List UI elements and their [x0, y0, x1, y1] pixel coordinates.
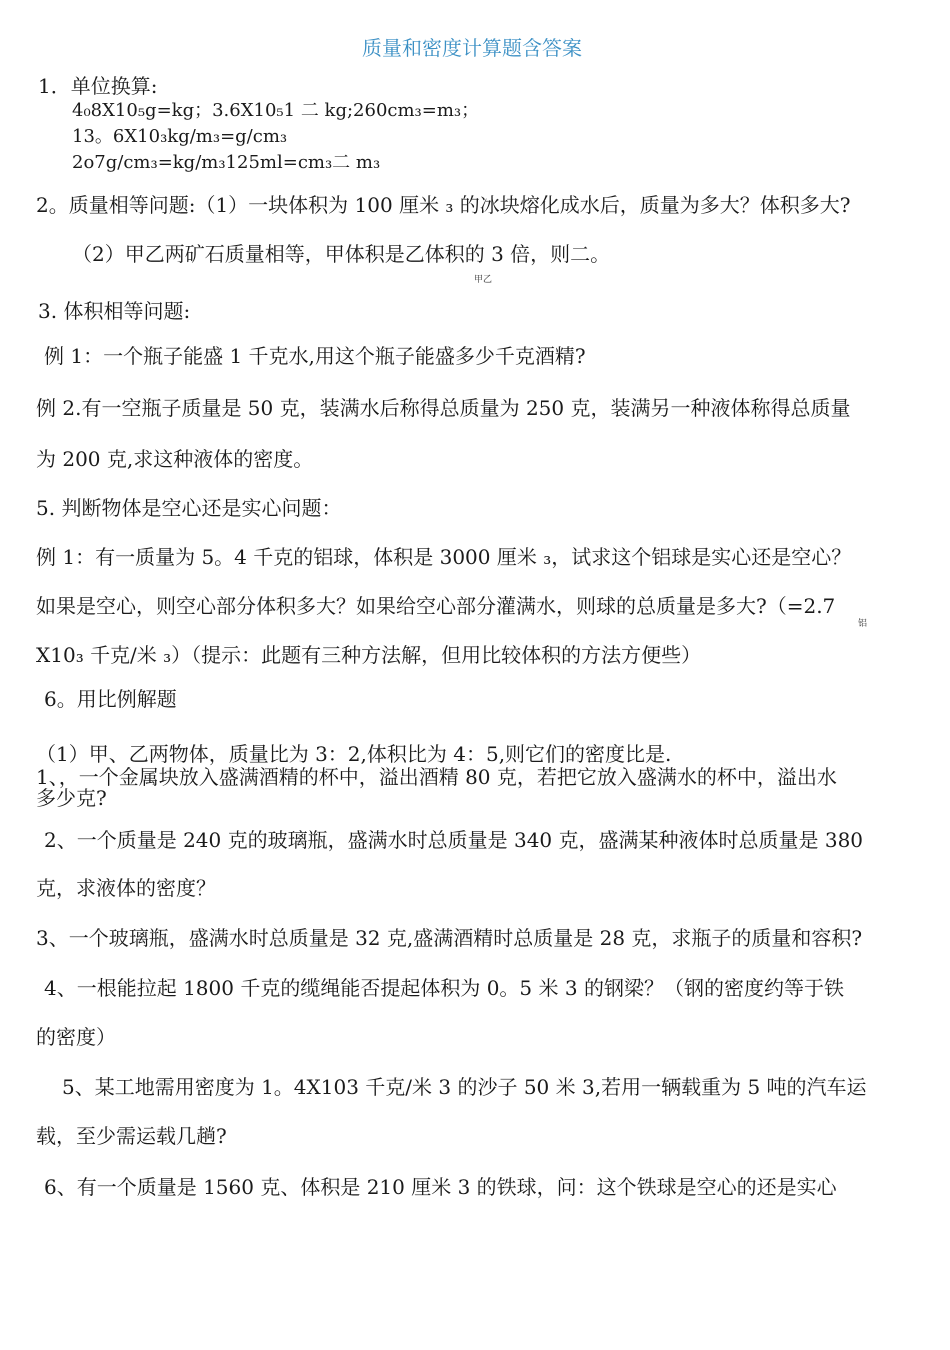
q6-item-4-line-1: 4、一根能拉起 1800 千克的缆绳能否提起体积为 0。5 米 3 的钢梁？（钢的密度约等于铁	[44, 976, 844, 1000]
q6-item-6: 6、有一个质量是 1560 克、体积是 210 厘米 3 的铁球，问：这个铁球是空心的还是实心	[44, 1175, 837, 1199]
q5-example-line-3: X10₃ 千克/米 ₃）（提示：此题有三种方法解，但用比较体积的方法方便些）	[36, 643, 702, 667]
q3-example-1: 例 1：一个瓶子能盛 1 千克水,用这个瓶子能盛多少千克酒精?	[44, 344, 586, 368]
q6-item-2-line-1: 2、一个质量是 240 克的玻璃瓶，盛满水时总质量是 340 克，盛满某种液体时总质量是 380	[44, 828, 864, 852]
q1-line-2: 13。6X10₃kg/m₃=g/cm₃	[72, 126, 288, 147]
q6-item-4-line-2: 的密度）	[36, 1025, 116, 1049]
page-title: 质量和密度计算题含答案	[362, 36, 582, 60]
q6-item-2-line-2: 克，求液体的密度？	[36, 876, 216, 900]
q5-example-line-1: 例 1：有一质量为 5。4 千克的铝球，体积是 3000 厘米 ₃，试求这个铝球是实心还是空心？	[36, 545, 852, 569]
q5-example-line-2: 如果是空心，则空心部分体积多大？如果给空心部分灌满水，则球的总质量是多大?（=2.7	[36, 594, 836, 618]
q5-heading: 5. 判断物体是空心还是实心问题：	[36, 496, 342, 520]
q5-subscript-note: 铝	[858, 619, 868, 629]
q6-part-1: （1）甲、乙两物体，质量比为 3：2,体积比为 4：5,则它们的密度比是.	[36, 742, 672, 766]
q2-subscript-note: 甲乙	[474, 275, 493, 285]
q6-item-3: 3、一个玻璃瓶，盛满水时总质量是 32 克,盛满酒精时总质量是 28 克，求瓶子的质量和容积?	[36, 926, 863, 950]
q1-line-1: 4₀8X10₅g=kg；3.6X10₅1 二 kg;260cm₃=m₃；	[72, 100, 480, 121]
q2-line-1: 2。质量相等问题:（1）一块体积为 100 厘米 ₃ 的冰块熔化成水后，质量为多大？体积多大?	[36, 193, 851, 217]
q6-item-1-line-1: 1、，一个金属块放入盛满酒精的杯中，溢出酒精 80 克，若把它放入盛满水的杯中，溢出水	[36, 765, 837, 789]
q1-line-3: 2o7g/cm₃=kg/m₃125ml=cm₃二 m₃	[72, 152, 381, 173]
q1-heading: 1．单位换算:	[38, 74, 158, 98]
q2-line-2: （2）甲乙两矿石质量相等，甲体积是乙体积的 3 倍，则二。	[72, 242, 611, 266]
q6-heading: 6。用比例解题	[44, 687, 177, 711]
q6-item-5-line-2: 载，至少需运载几趟?	[36, 1124, 227, 1148]
q3-heading: 3. 体积相等问题:	[38, 299, 191, 323]
q3-example-2-line-2: 为 200 克,求这种液体的密度。	[36, 447, 314, 471]
q6-item-1-line-2: 多少克?	[36, 786, 107, 810]
q6-item-5-line-1: 5、某工地需用密度为 1。4X103 千克/米 3 的沙子 50 米 3,若用一辆载重为 5 吨的汽车运	[62, 1075, 867, 1099]
q3-example-2-line-1: 例 2.有一空瓶子质量是 50 克，装满水后称得总质量为 250 克，装满另一种液体称得总质量	[36, 396, 851, 420]
